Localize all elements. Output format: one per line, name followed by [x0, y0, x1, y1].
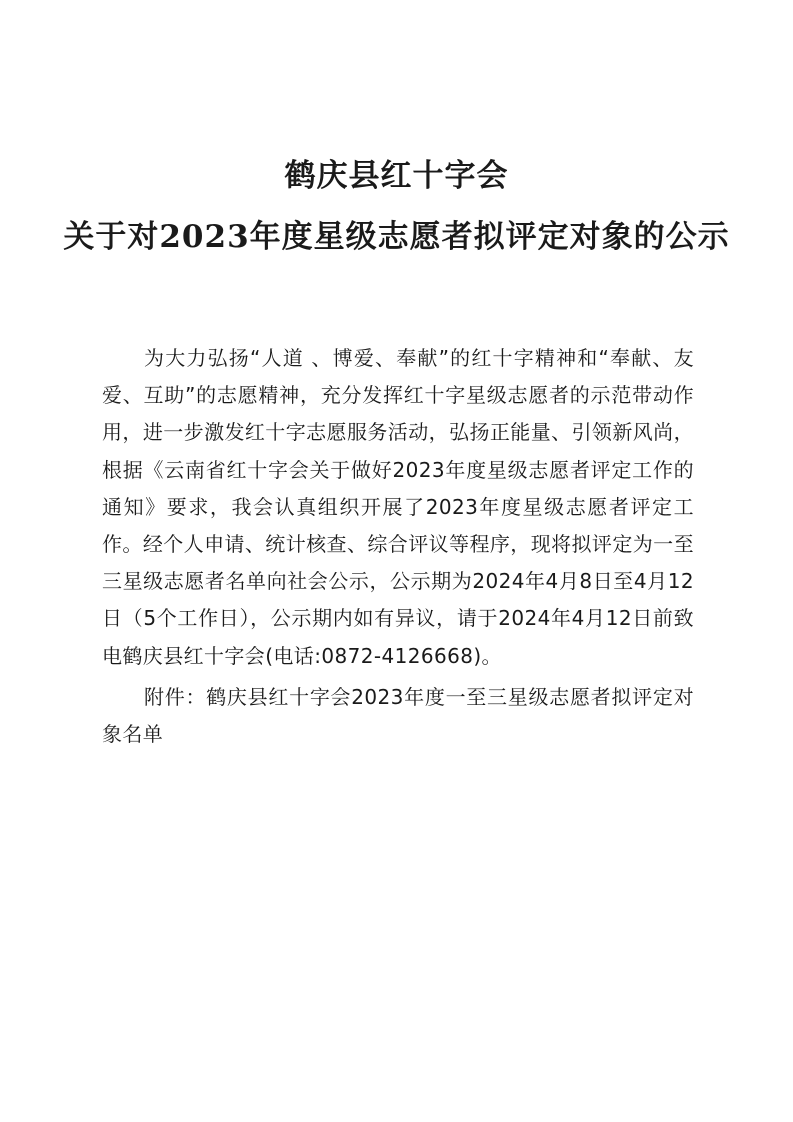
document-body	[102, 340, 694, 753]
body-paragraph: 为大力弘扬“人道 、博爱、奉献”的红十字精神和“奉献、友爱、互助”的志愿精神，充分发挥红十字星级志愿者的示范带动作用，进一步激发红十字志愿服务活动，弘扬正能量、引领新风尚，根据《云南省红十字会关于做好2023年度星级志愿者评定工作的通知》要求，我会认真组织开展了2023年度星级志愿者评定工作。经个人申请、统计核查、综合评议等程序，现将拟评定为一至三星级志愿者名单向社会公示，公示期为2024年4月8日至4月12日（5个工作日），公示期内如有异议，请于2024年4月12日前致电鹤庆县红十字会(电话:0872-4126668)。	[102, 346, 694, 668]
title-organization: 鹤庆县红十字会	[284, 158, 509, 194]
attachment-note: 附件：鹤庆县红十字会2023年度一至三星级志愿者拟评定对象名单	[102, 684, 694, 747]
document-title	[0, 158, 793, 255]
title-subject: 关于对2023年度星级志愿者拟评定对象的公示	[63, 219, 730, 255]
